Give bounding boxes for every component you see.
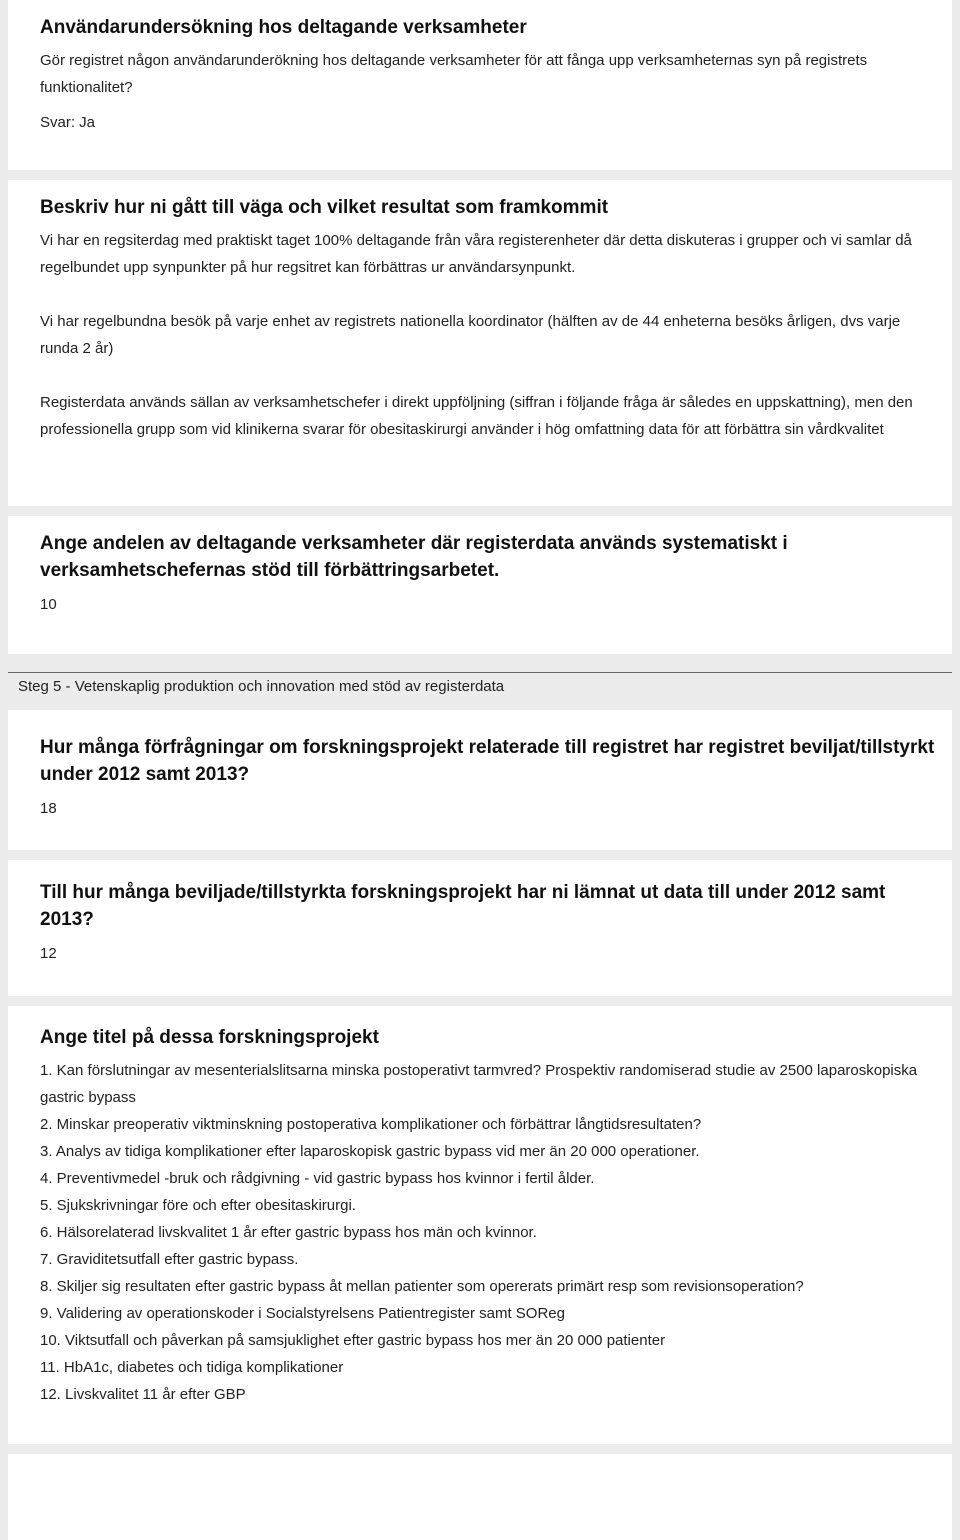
question-card-empty <box>8 1454 952 1540</box>
list-item: 9. Validering av operationskoder i Socialstyrelsens Patientregister samt SOReg <box>40 1305 565 1322</box>
list-item: 1. Kan förslutningar av mesenterialslitsarna minska postoperativt tarmvred? Prospektiv randomiserad studie av 2500 laparoskopiska gastric bypass <box>40 1062 918 1106</box>
list-item: 6. Hälsorelaterad livskvalitet 1 år efter gastric bypass hos män och kvinnor. <box>40 1224 537 1241</box>
question-answer: Svar: Ja <box>40 114 96 131</box>
section-header: Steg 5 - Vetenskaplig produktion och innovation med stöd av registerdata <box>8 672 952 702</box>
question-card-project-titles <box>8 1006 952 1444</box>
list-item: 11. HbA1c, diabetes och tidiga komplikationer <box>40 1359 344 1376</box>
list-item: 12. Livskvalitet 11 år efter GBP <box>40 1386 246 1403</box>
list-item: 8. Skiljer sig resultaten efter gastric bypass åt mellan patienter som opererats primärt resp som revisionsoperation? <box>40 1278 804 1295</box>
list-item: 5. Sjukskrivningar före och efter obesitaskirurgi. <box>40 1197 356 1214</box>
question-title: Till hur många beviljade/tillstyrkta forskningsprojekt har ni lämnat ut data till under 2012 samt 2013? <box>40 882 886 930</box>
question-title: Ange titel på dessa forskningsprojekt <box>40 1027 379 1048</box>
question-card-user-survey <box>8 0 952 170</box>
list-item: 3. Analys av tidiga komplikationer efter laparoskopisk gastric bypass vid mer än 20 000 operationer. <box>40 1143 700 1160</box>
question-card-describe-result <box>8 180 952 506</box>
answer-paragraph: Registerdata används sällan av verksamhetschefer i direkt uppföljning (siffran i följande fråga är således en uppskattning), men den professionella grupp som vid klinikerna svarar för obesitaskirurgi använder i hög omfattning data för att förbättra sin vårdkvalitet <box>40 394 913 438</box>
question-card-data-delivered <box>8 860 952 996</box>
question-title: Användarundersökning hos deltagande verksamheter <box>40 17 527 38</box>
answer-paragraph: Vi har regelbundna besök på varje enhet av registrets nationella koordinator (hälften av de 44 enheterna besöks årligen, dvs varje runda 2 år) <box>40 313 901 357</box>
question-description: Gör registret någon användarunderökning hos deltagande verksamheter för att fånga upp verksamheternas syn på registrets funktionalitet? <box>40 52 868 96</box>
list-item: 2. Minskar preoperativ viktminskning postoperativa komplikationer och förbättrar långtidsresultaten? <box>40 1116 702 1133</box>
question-answer: 18 <box>40 800 57 817</box>
question-answer: 12 <box>40 945 57 962</box>
question-card-research-requests <box>8 710 952 850</box>
answer-paragraph: Vi har en regsiterdag med praktiskt taget 100% deltagande från våra registerenheter där detta diskuteras i grupper och vi samlar då regelbundet upp synpunkter på hur regsitret kan förbättras ur användarsynpunkt. <box>40 232 912 276</box>
question-title: Ange andelen av deltagande verksamheter där registerdata används systematiskt i verksamhetschefernas stöd till förbättringsarbetet. <box>40 533 788 581</box>
question-card-systematic-use <box>8 516 952 654</box>
question-title: Beskriv hur ni gått till väga och vilket resultat som framkommit <box>40 197 609 218</box>
list-item: 7. Graviditetsutfall efter gastric bypass. <box>40 1251 299 1268</box>
question-title: Hur många förfrågningar om forskningsprojekt relaterade till registret har registret beviljat/tillstyrkt under 2012 samt 2013? <box>40 737 935 785</box>
list-item: 4. Preventivmedel -bruk och rådgivning - vid gastric bypass hos kvinnor i fertil ålder. <box>40 1170 595 1187</box>
question-answer: 10 <box>40 596 57 613</box>
project-title-list <box>40 1057 936 1408</box>
list-item: 10. Viktsutfall och påverkan på samsjuklighet efter gastric bypass hos mer än 20 000 patienter <box>40 1332 666 1349</box>
